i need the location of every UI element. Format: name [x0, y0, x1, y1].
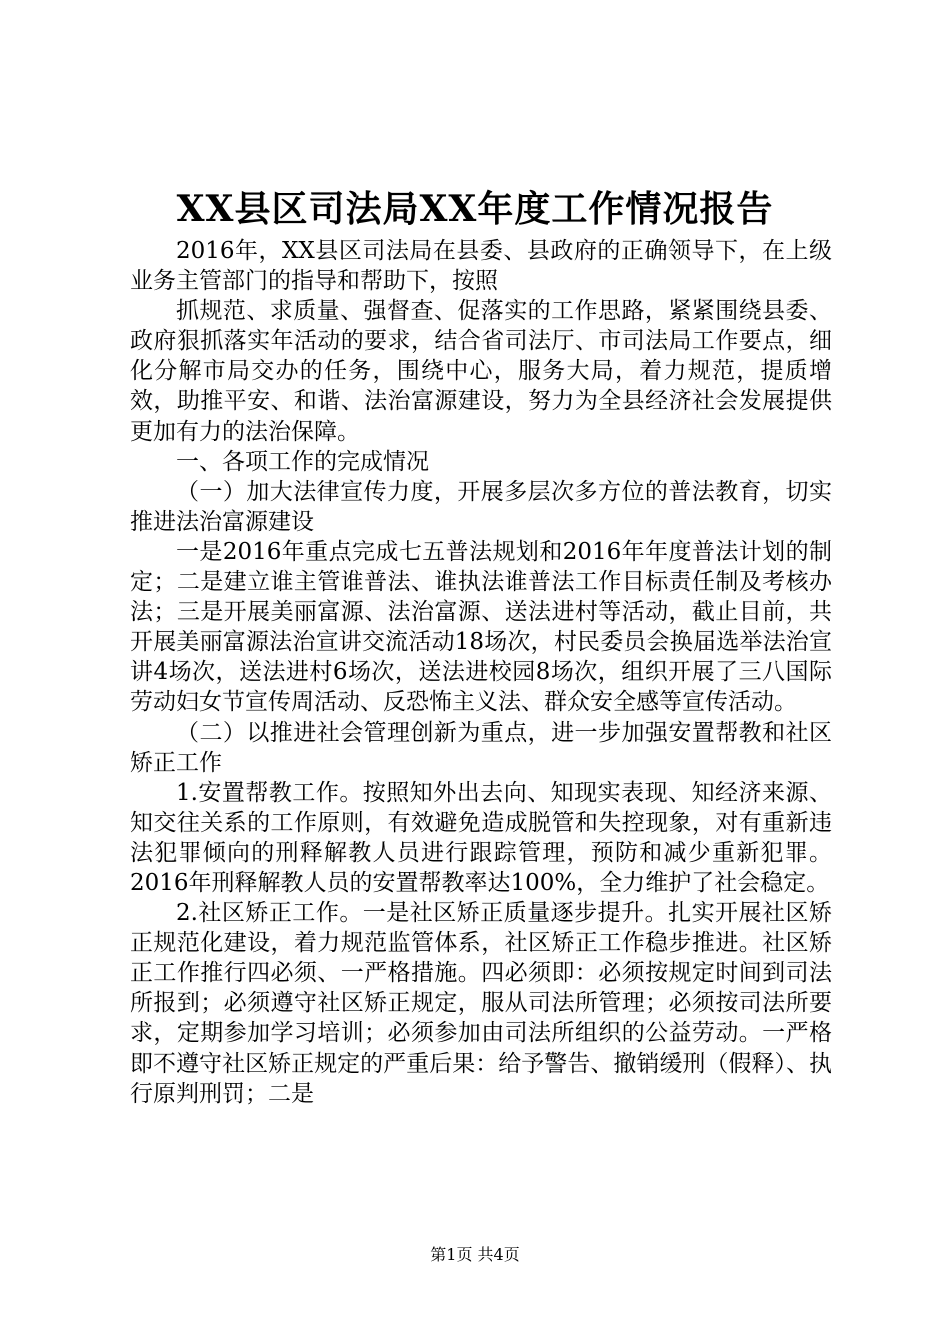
paragraph-community-correction: 2.社区矫正工作。一是社区矫正质量逐步提升。扎实开展社区矫正规范化建设，着力规范监管体系，社区矫正工作稳步推进。社区矫正工作推行四必须、一严格措施。四必须即：必须按规定时间到司法所报到；必须遵守社区矫正规定，服从司法所管理；必须按司法所要求，定期参加学习培训；必须参加由司法所组织的公益劳动。一严格即不遵守社区矫正规定的严重后果：给予警告、撤销缓刑（假释）、执行原判刑罚；二是: [130, 900, 832, 1107]
subsection-heading-2: （二）以推进社会管理创新为重点，进一步加强安置帮教和社区矫正工作: [130, 719, 832, 776]
document-title: XX县区司法局XX年度工作情况报告: [176, 188, 774, 230]
page-footer: 第1页 共4页: [430, 1245, 520, 1264]
paragraph-legal-education: 一是2016年重点完成七五普法规划和2016年年度普法计划的制定；二是建立谁主管谁普法、谁执法谁普法工作目标责任制及考核办法；三是开展美丽富源、法治富源、送法进村等活动，截止目前，共开展美丽富源法治宣讲交流活动18场次，村民委员会换届选举法治宣讲4场次，送法进村6场次，送法进校园8场次，组织开展了三八国际劳动妇女节宣传周活动、反恐怖主义法、群众安全感等宣传活动。: [130, 538, 832, 716]
subsection-heading-1: （一）加大法律宣传力度，开展多层次多方位的普法教育，切实推进法治富源建设: [130, 478, 832, 535]
paragraph-intro: 2016年，XX县区司法局在县委、县政府的正确领导下，在上级业务主管部门的指导和帮助下，按照: [130, 238, 832, 295]
paragraph-guideline: 抓规范、求质量、强督查、促落实的工作思路，紧紧围绕县委、政府狠抓落实年活动的要求，结合省司法厅、市司法局工作要点，细化分解市局交办的任务，围绕中心，服务大局，着力规范，提质增效，助推平安、和谐、法治富源建设，努力为全县经济社会发展提供更加有力的法治保障。: [130, 298, 832, 445]
paragraph-resettlement: 1.安置帮教工作。按照知外出去向、知现实表现、知经济来源、知交往关系的工作原则，有效避免造成脱管和失控现象，对有重新违法犯罪倾向的刑释解教人员进行跟踪管理，预防和减少重新犯罪。2016年刑释解教人员的安置帮教率达100%，全力维护了社会稳定。: [130, 779, 832, 896]
document-body: [130, 236, 832, 1109]
section-heading-1: 一、各项工作的完成情况: [176, 448, 429, 475]
